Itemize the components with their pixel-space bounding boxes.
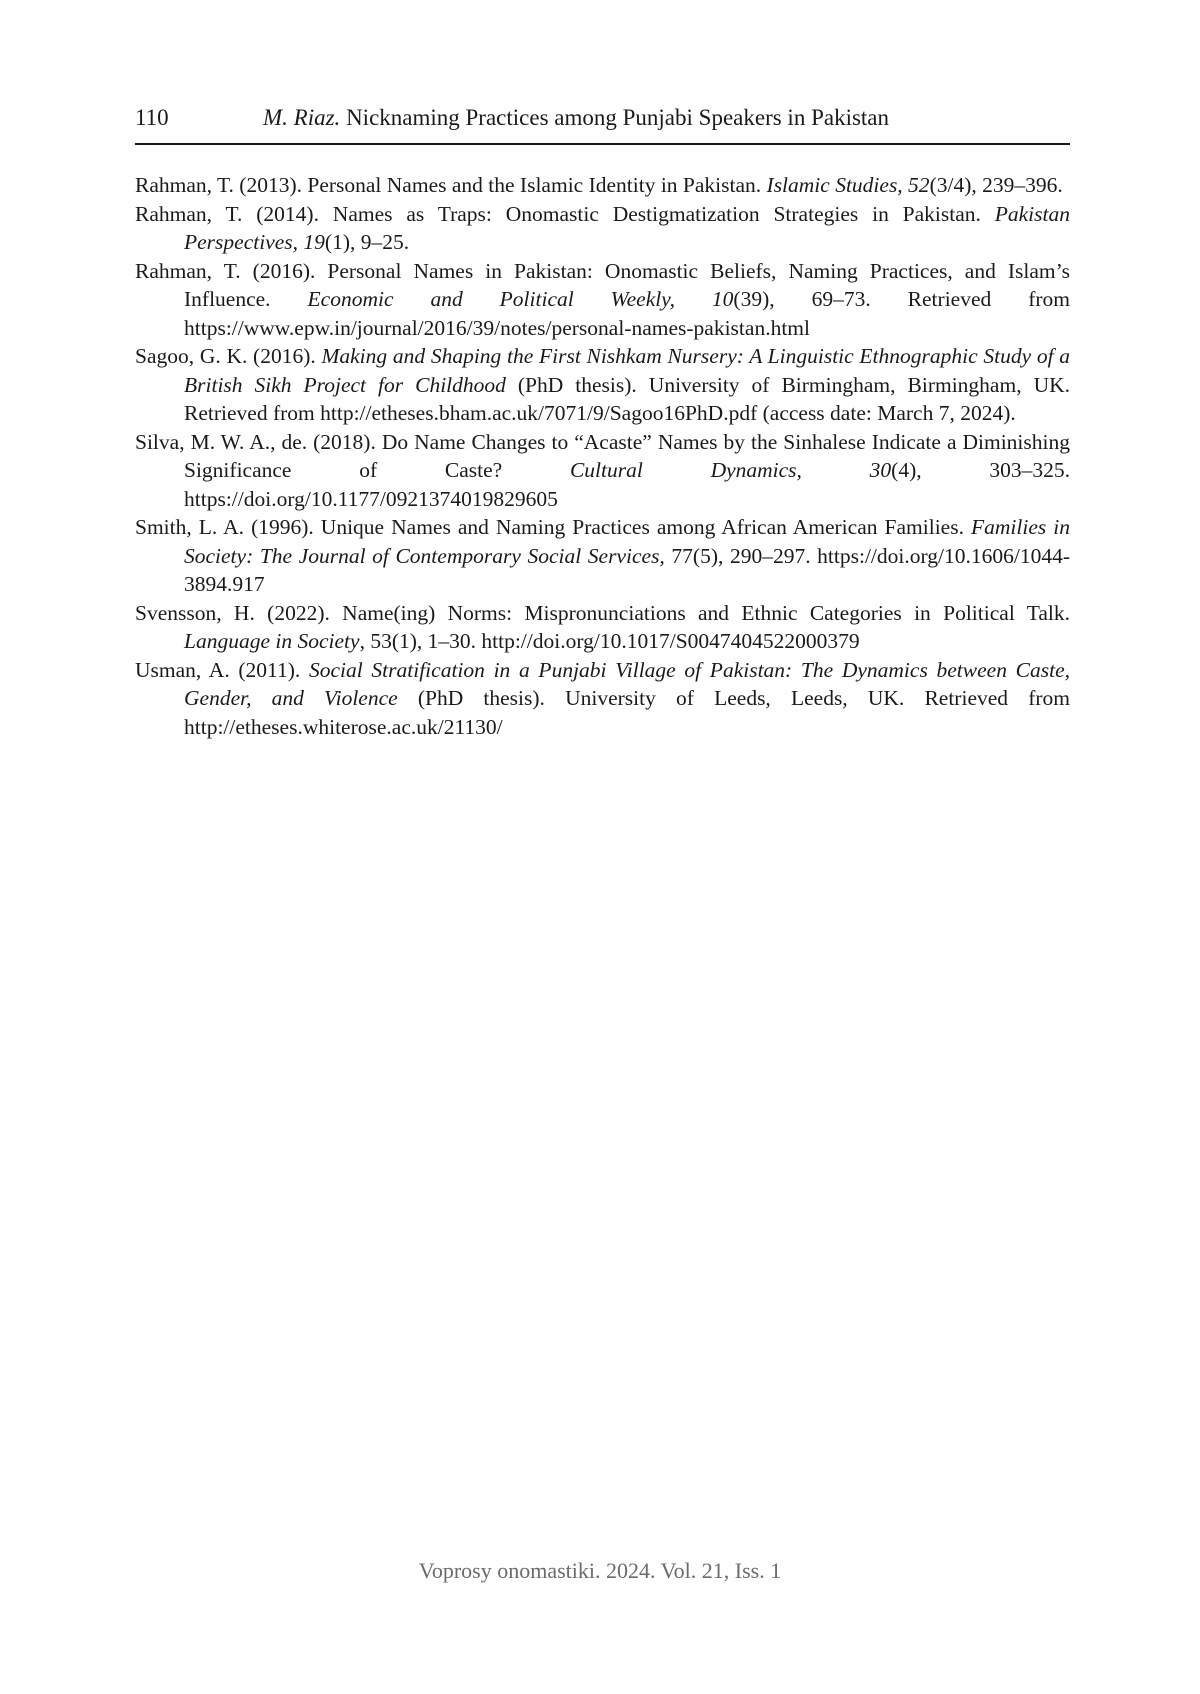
running-header: [135, 103, 1070, 145]
header-author: M. Riaz.: [263, 105, 341, 130]
reference-details: (PhD thesis). University of Leeds, Leeds, UK. Retrieved from http://etheses.whiterose.ac.uk/21130/: [184, 686, 1070, 739]
reference-details: 77(5), 290–297. https://doi.org/10.1606/1044-3894.917: [184, 543, 1070, 596]
reference-details: , 53(1), 1–30. http://doi.org/10.1017/S0047404522000379: [359, 629, 860, 653]
journal-footer: Voprosy onomastiki. 2024. Vol. 21, Iss. 1: [418, 1558, 782, 1583]
reference-source: Cultural Dynamics, 30: [569, 458, 892, 482]
reference-text: Rahman, T. (2013). Personal Names and the Islamic Identity in Pakistan.: [135, 173, 767, 197]
reference-source: Families in Society: The Journal of Contemporary Social Services,: [184, 515, 1070, 568]
reference-item: [135, 200, 1070, 257]
reference-text: Smith, L. A. (1996). Unique Names and Naming Practices among African American Families.: [135, 515, 971, 539]
reference-item: [135, 171, 1070, 200]
reference-details: (3/4), 239–396.: [929, 173, 1063, 197]
reference-source: Language in Society: [184, 629, 360, 653]
reference-text: Rahman, T. (2016). Personal Names in Pakistan: Onomastic Beliefs, Naming Practices, and Islam’s Influence.: [135, 258, 1070, 311]
reference-text: Usman, A. (2011).: [135, 657, 309, 682]
reference-source: Making and Shaping the First Nishkam Nursery: A Linguistic Ethnographic Study of a British Sikh Project for Childhood: [184, 344, 1070, 397]
reference-item: [135, 656, 1070, 742]
reference-item: [135, 342, 1070, 428]
reference-source: Economic and Political Weekly, 10: [307, 287, 734, 311]
running-title: [263, 105, 889, 131]
reference-item: [135, 513, 1070, 599]
reference-list: [135, 171, 1070, 741]
reference-source: Social Stratification in a Punjabi Village of Pakistan: The Dynamics between Caste, Gender, and Violence: [184, 657, 1070, 710]
reference-details: (39), 69–73. Retrieved from https://www.epw.in/journal/2016/39/notes/personal-names-pakistan.html: [184, 287, 1071, 340]
reference-details: (4), 303–325. https://doi.org/10.1177/0921374019829605: [184, 458, 1070, 511]
reference-details: (PhD thesis). University of Birmingham, Birmingham, UK. Retrieved from http://etheses.bham.ac.uk/7071/9/Sagoo16PhD.pdf (access date: March 7, 2024).: [184, 372, 1070, 425]
reference-item: [135, 428, 1070, 514]
reference-text: Rahman, T. (2014). Names as Traps: Onomastic Destigmatization Strategies in Pakistan.: [135, 201, 995, 226]
reference-details: (1), 9–25.: [324, 230, 410, 254]
page-number: 110: [135, 105, 169, 130]
reference-text: Sagoo, G. K. (2016).: [135, 344, 322, 368]
header-article-title: Nicknaming Practices among Punjabi Speakers in Pakistan: [340, 105, 890, 130]
reference-text: Silva, M. W. A., de. (2018). Do Name Changes to “Acaste” Names by the Sinhalese Indicate a Diminishing Significance of Caste?: [135, 429, 1070, 482]
reference-source: Pakistan Perspectives, 19: [184, 201, 1070, 254]
reference-item: [135, 599, 1070, 656]
reference-text: Svensson, H. (2022). Name(ing) Norms: Mispronunciations and Ethnic Categories in Political Talk.: [135, 600, 1070, 625]
reference-item: [135, 257, 1070, 343]
reference-source: Islamic Studies, 52: [766, 173, 930, 197]
